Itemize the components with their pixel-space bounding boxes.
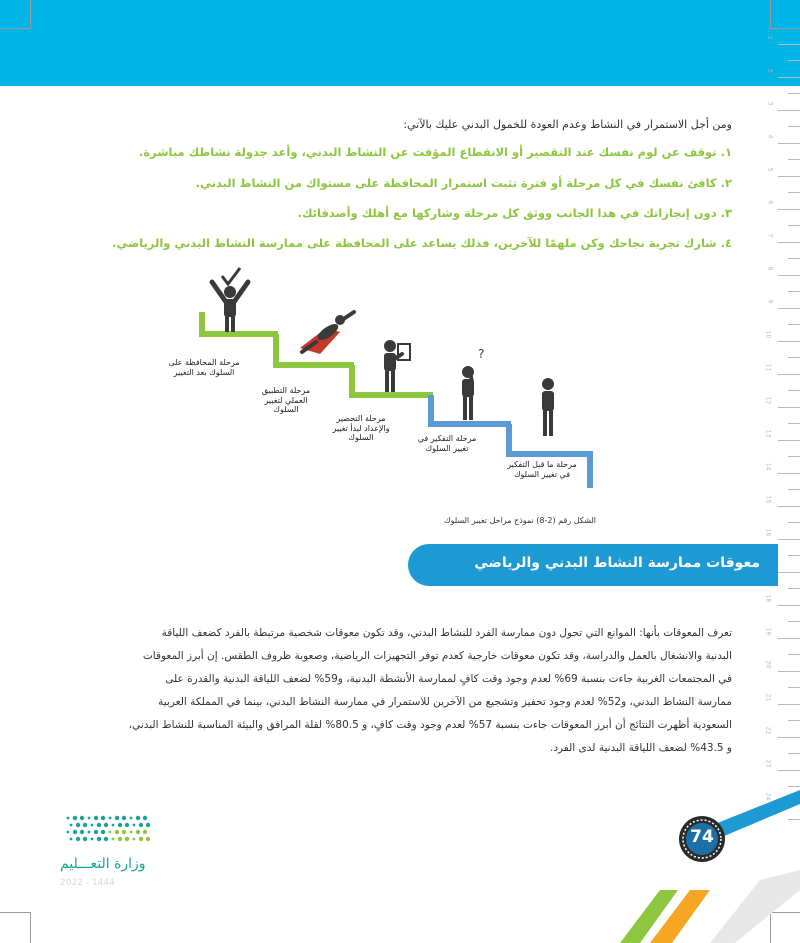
- ruler-minor-tick: [788, 126, 800, 127]
- ruler-number: 14: [764, 462, 772, 471]
- logo-dot: [80, 816, 84, 820]
- ruler-tick: [778, 176, 800, 177]
- logo-dot: [136, 830, 140, 834]
- logo-dot: [97, 823, 101, 827]
- ruler-number: 11: [764, 363, 772, 372]
- crop-mark: [770, 0, 771, 28]
- crop-mark: [0, 28, 30, 29]
- ruler-minor-tick: [788, 423, 800, 424]
- ruler-number: 7: [766, 233, 774, 238]
- page-number-badge: [678, 815, 726, 863]
- ruler-number: 24: [764, 792, 772, 801]
- ruler-minor-tick: [788, 687, 800, 688]
- logo-dot: [70, 824, 73, 827]
- logo-dot: [101, 830, 105, 834]
- section-header: [408, 544, 778, 586]
- ruler-minor-tick: [788, 324, 800, 325]
- logo-dot: [139, 823, 143, 827]
- logo-dot: [130, 817, 133, 820]
- body-paragraph: [72, 622, 732, 760]
- logo-dot: [76, 823, 80, 827]
- logo-dot: [76, 837, 80, 841]
- ruler-number: 4: [766, 134, 774, 139]
- ruler-tick: [778, 770, 800, 771]
- step-3: ٣. دون إنجازاتك في هذا الجانب ووثق كل مرحلة وشاركها مع أهلك وأصدقائك.: [297, 206, 732, 220]
- logo-dot: [91, 838, 94, 841]
- logo-dot: [88, 831, 91, 834]
- ruler-minor-tick: [788, 60, 800, 61]
- ruler-minor-tick: [788, 291, 800, 292]
- ruler-tick: [778, 77, 800, 78]
- body-line: السعودية أظهرت النتائج أن أبرز المعوقات جاءت بنسبة 57% لعدم وجود وقت كافٍ، و 80.5% لقلة المرافق والبيئة المناسبة للنشاط البدني،: [128, 719, 732, 731]
- ruler-number: 21: [764, 693, 772, 702]
- ruler-number: 16: [764, 528, 772, 537]
- ruler-number: 5: [766, 167, 774, 172]
- body-line: في المجتمعات الغربية جاءت بنسبة 69% لعدم وجود وقت كافٍ لممارسة الأنشطة البدنية، و59% لضعف اللياقة البدنية والقدرة على: [165, 673, 732, 685]
- person-with-clipboard-icon: [384, 340, 410, 392]
- intro-text: ومن أجل الاستمرار في النشاط وعدم العودة للخمول البدني عليك بالآتي:: [403, 118, 732, 131]
- section-title: معوقات ممارسة النشاط البدني والرياضي: [474, 555, 760, 571]
- question-mark-label: ?: [478, 347, 485, 361]
- ruler-tick: [778, 341, 800, 342]
- logo-dots-icon: [60, 812, 190, 856]
- ruler-number: 13: [764, 429, 772, 438]
- logo-dot: [104, 823, 108, 827]
- ruler-tick: [778, 209, 800, 210]
- logo-dot: [125, 837, 129, 841]
- step-2: ٢. كافئ نفسك في كل مرحلة أو فترة تثبت استمرار المحافظة على مستواك من النشاط البدني.: [195, 176, 732, 190]
- logo-dot: [118, 837, 122, 841]
- crop-mark: [770, 28, 800, 29]
- ruler-number: 22: [764, 726, 772, 735]
- ruler-minor-tick: [788, 588, 800, 589]
- behavior-change-diagram: [150, 262, 620, 510]
- logo-dot: [139, 837, 143, 841]
- ruler-tick: [778, 275, 800, 276]
- logo-dot: [67, 831, 70, 834]
- corner-decoration: [560, 790, 800, 943]
- logo-dot: [122, 816, 126, 820]
- logo-dot: [97, 837, 101, 841]
- ruler-number: 19: [764, 627, 772, 636]
- body-line: البدنية والانشغال بالعمل والدراسة، وقد تكون معوقات خارجية كعدم توفر التجهيزات الرياضية، وصعوبة ظروف الطقس. إن أبرز المعوقات: [142, 650, 732, 662]
- logo-dot: [130, 831, 133, 834]
- celebrating-person-icon: [212, 268, 248, 332]
- ruler-number: 12: [764, 396, 772, 405]
- standing-person-icon: [542, 378, 554, 436]
- ruler-number: 8: [766, 266, 774, 271]
- logo-dot: [115, 830, 119, 834]
- ruler-tick: [778, 506, 800, 507]
- logo-dot: [94, 816, 98, 820]
- crop-mark: [0, 912, 30, 913]
- logo-dot: [143, 816, 147, 820]
- ruler-number: 20: [764, 660, 772, 669]
- ruler-minor-tick: [788, 489, 800, 490]
- ministry-logo: [60, 812, 190, 902]
- crop-mark: [30, 912, 31, 943]
- stage-label-maintenance: مرحلة المحافظة على السلوك بعد التغيير: [168, 358, 240, 377]
- ruler-tick: [778, 737, 800, 738]
- ruler-minor-tick: [788, 225, 800, 226]
- logo-dot: [118, 823, 122, 827]
- ruler-tick: [778, 671, 800, 672]
- logo-dot: [73, 830, 77, 834]
- logo-dot: [143, 830, 147, 834]
- margin-ruler: [758, 30, 800, 840]
- logo-dot: [122, 830, 126, 834]
- stage-label-action: مرحلة التطبيق العملي لتغيير السلوك: [261, 386, 311, 415]
- logo-dot: [101, 816, 105, 820]
- figure-caption: الشكل رقم (2-8) نموذج مراحل تغيير السلوك: [443, 516, 596, 525]
- ruler-minor-tick: [788, 720, 800, 721]
- logo-dot: [104, 837, 108, 841]
- ruler-tick: [778, 473, 800, 474]
- ruler-tick: [778, 605, 800, 606]
- ruler-minor-tick: [788, 555, 800, 556]
- ruler-minor-tick: [788, 357, 800, 358]
- ruler-tick: [778, 143, 800, 144]
- stage-label-contemplation: مرحلة التفكير في تغيير السلوك: [417, 434, 477, 453]
- ruler-tick: [778, 308, 800, 309]
- flying-superhero-icon: [300, 312, 354, 354]
- ruler-minor-tick: [788, 456, 800, 457]
- ruler-tick: [778, 638, 800, 639]
- ruler-tick: [778, 44, 800, 45]
- ruler-minor-tick: [788, 654, 800, 655]
- ruler-minor-tick: [788, 522, 800, 523]
- ruler-tick: [778, 440, 800, 441]
- ruler-minor-tick: [788, 786, 800, 787]
- body-line: ممارسة النشاط البدني، و52% لعدم وجود تحفيز وتشجيع من الآخرين للاستمرار في ممارسة النشاط البدني، بينما في المملكة العربية: [158, 696, 732, 708]
- ruler-minor-tick: [788, 753, 800, 754]
- ruler-tick: [778, 242, 800, 243]
- ruler-tick: [778, 110, 800, 111]
- ruler-minor-tick: [788, 258, 800, 259]
- ruler-number: 15: [764, 495, 772, 504]
- step-1: ١. توقف عن لوم نفسك عند التقصير أو الانقطاع المؤقت عن النشاط البدني، وأعد جدولة نشاطك مباشرة.: [138, 145, 732, 159]
- logo-dot: [112, 838, 115, 841]
- header-band: [0, 0, 800, 86]
- ruler-minor-tick: [788, 621, 800, 622]
- crop-mark: [30, 0, 31, 28]
- ruler-number: 3: [766, 101, 774, 106]
- ruler-number: 10: [764, 330, 772, 339]
- logo-dot: [91, 824, 94, 827]
- logo-dot: [73, 816, 77, 820]
- logo-dot: [133, 838, 136, 841]
- ruler-tick: [778, 539, 800, 540]
- logo-dot: [80, 830, 84, 834]
- logo-dot: [146, 823, 150, 827]
- ruler-tick: [778, 704, 800, 705]
- step-4: ٤. شارك تجربة نجاحك وكن ملهمًا للآخرين، فذلك يساعد على المحافظة على ممارسة النشاط البدني والرياضي.: [112, 236, 732, 250]
- ruler-number: 2: [766, 68, 774, 73]
- logo-dot: [112, 824, 115, 827]
- logo-dot: [115, 816, 119, 820]
- ruler-minor-tick: [788, 93, 800, 94]
- logo-dot: [136, 816, 140, 820]
- logo-dot: [67, 817, 70, 820]
- ruler-tick: [778, 374, 800, 375]
- ruler-number: 18: [764, 594, 772, 603]
- ruler-number: 1: [766, 35, 774, 40]
- logo-dot: [109, 831, 112, 834]
- ruler-tick: [778, 572, 800, 573]
- body-line: تعرف المعوقات بأنها: الموانع التي تحول دون ممارسة الفرد للنشاط البدني، وقد تكون معوقات شخصية مرتبطة بالفرد كضعف اللياقة: [161, 627, 732, 639]
- edition-year: 2022 - 1444: [60, 878, 115, 888]
- logo-dot: [133, 824, 136, 827]
- logo-dot: [88, 817, 91, 820]
- ruler-minor-tick: [788, 159, 800, 160]
- logo-dot: [146, 837, 150, 841]
- logo-dot: [109, 817, 112, 820]
- ruler-minor-tick: [788, 390, 800, 391]
- ministry-name: وزارة التعـــليم: [60, 856, 146, 872]
- stage-label-preparation: مرحلة التحضير والإعداد لبدأ تغيير السلوك: [332, 414, 390, 443]
- ruler-number: 23: [764, 759, 772, 768]
- ruler-number: 6: [766, 200, 774, 205]
- logo-dot: [125, 823, 129, 827]
- body-line: و 43.5% لضعف اللياقة البدنية لدى الفرد.: [549, 742, 732, 754]
- logo-dot: [83, 823, 87, 827]
- logo-dot: [94, 830, 98, 834]
- ruler-minor-tick: [788, 192, 800, 193]
- logo-dot: [70, 838, 73, 841]
- ruler-tick: [778, 407, 800, 408]
- stage-label-precontemplation: مرحلة ما قبل التفكير في تغيير السلوك: [507, 460, 577, 479]
- page-number: 74: [690, 827, 714, 847]
- thinking-person-icon: [462, 347, 484, 420]
- logo-dot: [83, 837, 87, 841]
- ruler-number: 9: [766, 299, 774, 304]
- stair-step-1: [202, 312, 278, 334]
